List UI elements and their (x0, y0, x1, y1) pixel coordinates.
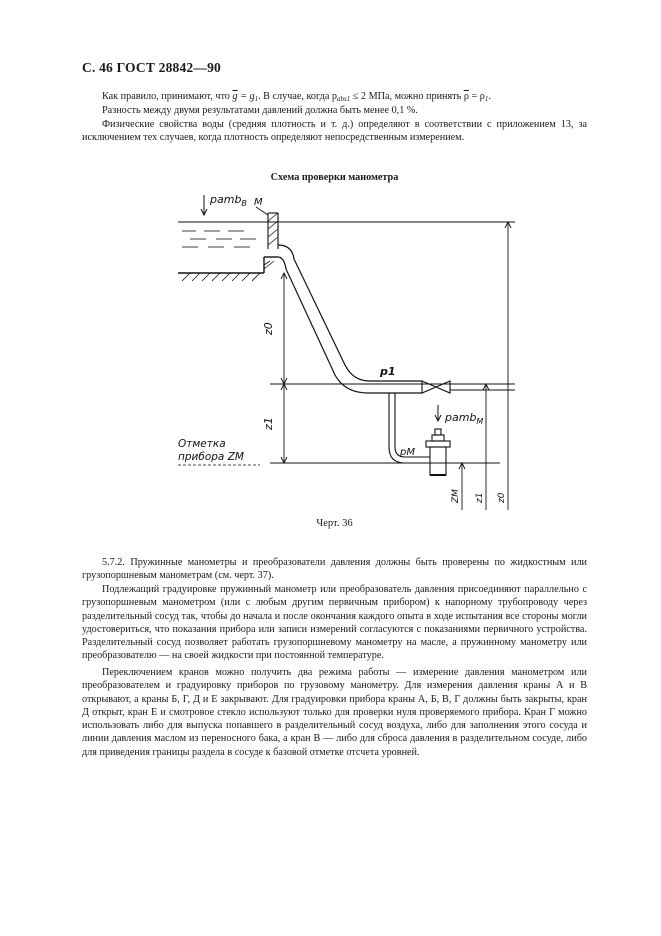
label-m: M (254, 197, 263, 208)
label-z1-right: z1 (475, 492, 485, 503)
label-zm-right: ZM (451, 489, 461, 503)
figure-label: Черт. 36 (316, 518, 353, 529)
section-5-7-2: 5.7.2. Пружинные манометры и преобразователи давления должны быть проверены по жидкостным или грузопоршневым манометрам (см. черт. 37). (82, 557, 587, 582)
label-z1: z1 (262, 417, 275, 430)
label-p-atm-m: pamb$_M$ (445, 411, 484, 426)
body-paragraph-2: Подлежащий градуировке пружинный манометр или преобразователь давления присоединяют параллельно с грузопоршневым манометром (или с любым другим первичным прибором) к напорному трубопроводу через разделительный сосуд так, чтобы до начала и после окончания каждого опыта в ходе испытания все стороны могли удостовериться, что показания прибора или записи измерений согласуются с показаниями первичного устройства. Разделительный сосуд позволяет работать грузопоршневому манометру на масле, а пружинному манометру или преобразователю — на своей жидкости при постоянной температуре. (82, 584, 587, 662)
page-header: С. 46 ГОСТ 28842—90 (82, 60, 221, 75)
gauge-check-diagram (160, 185, 530, 510)
label-pm: pM (400, 447, 415, 458)
label-z0: z0 (262, 322, 275, 335)
intro-line-2: Разность между двумя результатами давлений должна быть менее 0,1 %. (102, 105, 418, 116)
label-p-atm-b: pamb$_B$ (210, 193, 247, 208)
label-mark-line1: Отметка (178, 438, 226, 450)
body-paragraph-3: Переключением кранов можно получить два режима работы — измерение давления манометром или преобразователем и градуировку приборов по грузовому манометру. Для измерения давления краны А и В открывают, а краны Б, Г, Д и Е закрывают. Для градуировки прибора краны А, Б, В, Г должны быть закрыты, кран Д открыт, кран Е и смотровое стекло используют только для проверки нуля проверяемого прибора. Кран Г можно использовать либо для выпуска попавшего в разделительный сосуд воздуха, либо для заполнения этого сосуда и линии давления маслом из переносного бака, а кран В — либо для сброса давления в разделительном сосуде, либо для приведения границы раздела в сосуде к базовой отметке отсчета уровней. (82, 667, 587, 758)
intro-paragraph-3: Физические свойства воды (средняя плотность и т. д.) определяют в соответствии с приложением 13, за исключением тех случаев, когда плотность определяют непосредственным измерением. (82, 119, 587, 144)
figure-caption: Схема проверки манометра (270, 172, 399, 183)
label-mark-line2: прибора ZM (178, 451, 244, 463)
label-p1: p1 (380, 365, 396, 378)
intro-line-1: Как правило, принимают, что $\overline{g} = g_1$. В случае, когда $p_{abs1} \le 2$ МПа, можно принять $\overline{\rho} = \rho_1$. (102, 91, 491, 103)
label-z0-right: z0 (497, 492, 507, 503)
